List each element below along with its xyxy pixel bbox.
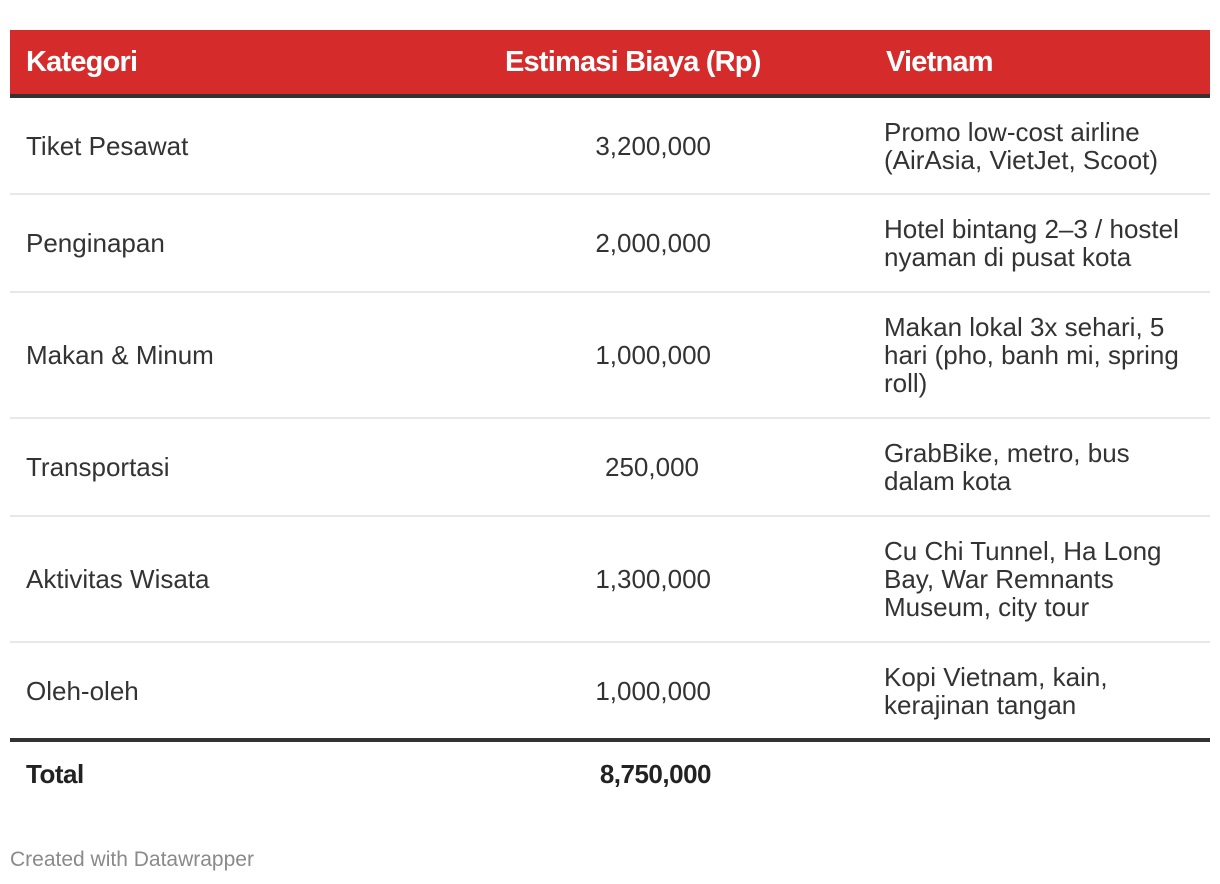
table-row [10,194,1210,292]
cell-biaya: 1,000,000 [595,340,711,370]
table-row [10,418,1210,516]
cell-keterangan: Hotel bintang 2–3 / hostel nyaman di pusat kota [884,214,1179,272]
table-row [10,642,1210,740]
total-value: 8,750,000 [599,759,711,789]
table-body [10,96,1210,806]
table-header [10,30,1210,96]
datawrapper-credit[interactable]: Created with Datawrapper [10,848,254,871]
cell-kategori: Tiket Pesawat [26,130,189,161]
header-vietnam: Vietnam [886,45,993,78]
cell-biaya: 3,200,000 [595,130,711,161]
cell-biaya: 1,300,000 [595,564,711,594]
cell-biaya: 2,000,000 [595,228,711,258]
header-kategori: Kategori [26,45,138,78]
table-row [10,96,1210,194]
header-row [10,30,1210,96]
cell-biaya: 250,000 [605,452,699,482]
cell-kategori: Transportasi [26,452,170,482]
cell-keterangan: GrabBike, metro, bus dalam kota [884,438,1130,496]
table-row [10,516,1210,642]
cost-table [10,30,1210,806]
cell-keterangan: Kopi Vietnam, kain, kerajinan tangan [884,661,1108,720]
cell-kategori: Penginapan [26,228,165,258]
cell-biaya: 1,000,000 [595,675,711,706]
cost-table-container [10,30,1210,806]
cell-kategori: Makan & Minum [26,340,214,370]
cell-keterangan: Makan lokal 3x sehari, 5 hari (pho, banh mi, spring roll) [884,312,1179,398]
cell-kategori: Oleh-oleh [26,675,139,706]
table-row [10,292,1210,418]
header-estimasi-biaya: Estimasi Biaya (Rp) [505,45,761,78]
total-label: Total [26,759,84,789]
cell-keterangan: Cu Chi Tunnel, Ha Long Bay, War Remnants Museum, city tour [884,536,1162,622]
cell-kategori: Aktivitas Wisata [26,564,210,594]
total-empty-cell [870,740,1210,806]
total-row [10,740,1210,806]
cell-keterangan: Promo low-cost airline (AirAsia, VietJet, Scoot) [884,116,1159,175]
